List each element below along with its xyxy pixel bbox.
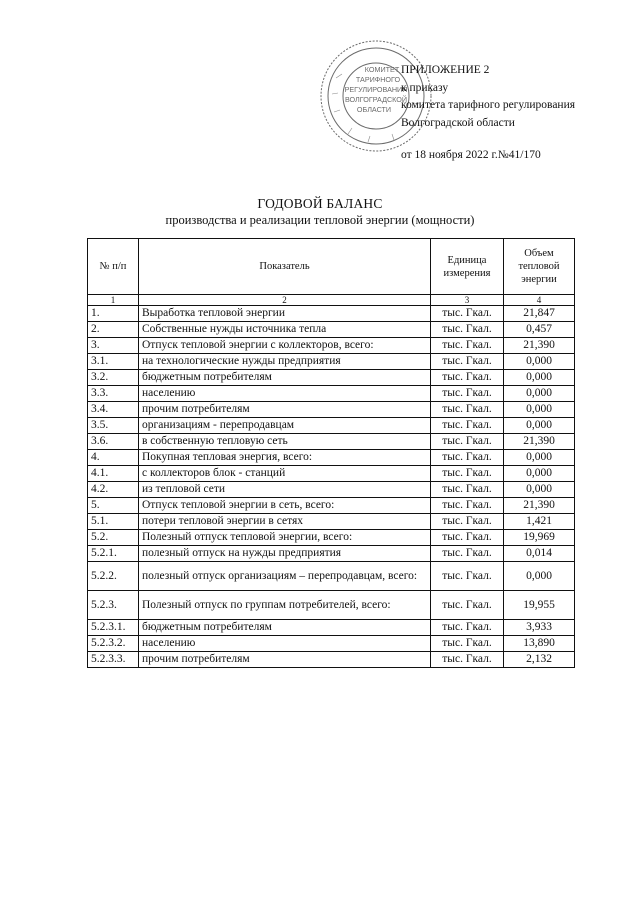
row-unit: тыс. Гкал. [431, 418, 504, 434]
table-row [88, 418, 575, 434]
row-indicator: Отпуск тепловой энергии с коллекторов, всего: [139, 338, 431, 354]
row-unit: тыс. Гкал. [431, 370, 504, 386]
row-unit: тыс. Гкал. [431, 620, 504, 636]
row-indicator: из тепловой сети [139, 482, 431, 498]
row-unit: тыс. Гкал. [431, 514, 504, 530]
row-unit: тыс. Гкал. [431, 354, 504, 370]
header-indicator: Показатель [139, 239, 431, 295]
table-row [88, 466, 575, 482]
table-row [88, 652, 575, 668]
row-unit: тыс. Гкал. [431, 546, 504, 562]
row-value: 21,390 [504, 434, 575, 450]
row-number: 5.2.2. [88, 562, 139, 591]
row-indicator: Собственные нужды источника тепла [139, 322, 431, 338]
header-value: Объем тепловой энергии [504, 239, 575, 295]
row-unit: тыс. Гкал. [431, 482, 504, 498]
row-number: 3. [88, 338, 139, 354]
table-row [88, 620, 575, 636]
appendix-committee: комитета тарифного регулирования [401, 99, 576, 111]
row-value: 0,014 [504, 546, 575, 562]
row-number: 5. [88, 498, 139, 514]
row-indicator: организациям - перепродавцам [139, 418, 431, 434]
colnum-3: 3 [431, 295, 504, 306]
row-indicator: прочим потребителям [139, 402, 431, 418]
row-unit: тыс. Гкал. [431, 322, 504, 338]
row-number: 3.1. [88, 354, 139, 370]
row-unit: тыс. Гкал. [431, 591, 504, 620]
table-row [88, 514, 575, 530]
row-unit: тыс. Гкал. [431, 434, 504, 450]
row-value: 0,000 [504, 418, 575, 434]
row-number: 1. [88, 306, 139, 322]
seal-line-5: ОБЛАСТИ [356, 105, 392, 114]
seal-line-4: ВОЛГОГРАДСКОЙ [344, 95, 408, 104]
table-row [88, 591, 575, 620]
table-row [88, 546, 575, 562]
row-value: 19,969 [504, 530, 575, 546]
row-unit: тыс. Гкал. [431, 652, 504, 668]
row-value: 0,000 [504, 402, 575, 418]
row-unit: тыс. Гкал. [431, 338, 504, 354]
header-unit: Единица измерения [431, 239, 504, 295]
row-number: 3.5. [88, 418, 139, 434]
row-value: 0,000 [504, 386, 575, 402]
header-num: № п/п [88, 239, 139, 295]
row-value: 21,847 [504, 306, 575, 322]
balance-table-body [88, 306, 575, 668]
row-unit: тыс. Гкал. [431, 530, 504, 546]
row-value: 0,000 [504, 562, 575, 591]
row-value: 21,390 [504, 338, 575, 354]
row-number: 4. [88, 450, 139, 466]
balance-table [87, 238, 575, 668]
seal-line-3: РЕГУЛИРОВАНИЯ [344, 85, 408, 94]
document-subtitle: производства и реализации тепловой энергии (мощности) [165, 213, 475, 227]
row-value: 0,000 [504, 450, 575, 466]
table-row [88, 322, 575, 338]
row-indicator: Выработка тепловой энергии [139, 306, 431, 322]
row-number: 5.1. [88, 514, 139, 530]
appendix-label: ПРИЛОЖЕНИЕ 2 [401, 64, 490, 76]
colnum-2: 2 [139, 295, 431, 306]
table-row [88, 482, 575, 498]
table-row [88, 434, 575, 450]
table-row [88, 386, 575, 402]
row-indicator: Полезный отпуск тепловой энергии, всего: [139, 530, 431, 546]
row-value: 1,421 [504, 514, 575, 530]
row-value: 0,000 [504, 482, 575, 498]
row-indicator: бюджетным потребителям [139, 620, 431, 636]
table-row [88, 354, 575, 370]
row-unit: тыс. Гкал. [431, 402, 504, 418]
seal-line-1: КОМИТЕТ [364, 65, 400, 74]
appendix-order-ref: к приказу [401, 81, 449, 94]
row-unit: тыс. Гкал. [431, 562, 504, 591]
row-value: 0,457 [504, 322, 575, 338]
row-number: 2. [88, 322, 139, 338]
row-unit: тыс. Гкал. [431, 466, 504, 482]
row-number: 3.4. [88, 402, 139, 418]
row-value: 3,933 [504, 620, 575, 636]
row-indicator: Полезный отпуск по группам потребителей, всего: [139, 591, 431, 620]
row-value: 0,000 [504, 466, 575, 482]
row-unit: тыс. Гкал. [431, 450, 504, 466]
row-unit: тыс. Гкал. [431, 498, 504, 514]
row-value: 19,955 [504, 591, 575, 620]
row-number: 5.2. [88, 530, 139, 546]
table-row [88, 450, 575, 466]
row-indicator: бюджетным потребителям [139, 370, 431, 386]
row-number: 5.2.3.3. [88, 652, 139, 668]
appendix-region: Волгоградской области [401, 116, 515, 129]
seal-line-2: ТАРИФНОГО [355, 75, 401, 84]
table-row [88, 530, 575, 546]
row-number: 5.2.3. [88, 591, 139, 620]
row-number: 5.2.3.2. [88, 636, 139, 652]
row-number: 5.2.3.1. [88, 620, 139, 636]
row-indicator: населению [139, 386, 431, 402]
row-number: 3.2. [88, 370, 139, 386]
row-value: 0,000 [504, 370, 575, 386]
row-value: 13,890 [504, 636, 575, 652]
row-indicator: полезный отпуск организациям – перепродавцам, всего: [139, 562, 431, 591]
row-number: 4.2. [88, 482, 139, 498]
row-number: 5.2.1. [88, 546, 139, 562]
row-indicator: прочим потребителям [139, 652, 431, 668]
row-indicator: Отпуск тепловой энергии в сеть, всего: [139, 498, 431, 514]
row-indicator: с коллекторов блок - станций [139, 466, 431, 482]
row-value: 21,390 [504, 498, 575, 514]
row-number: 3.6. [88, 434, 139, 450]
table-row [88, 562, 575, 591]
row-unit: тыс. Гкал. [431, 386, 504, 402]
row-indicator: населению [139, 636, 431, 652]
colnum-4: 4 [504, 295, 575, 306]
colnum-1: 1 [88, 295, 139, 306]
table-row [88, 402, 575, 418]
row-number: 3.3. [88, 386, 139, 402]
table-row [88, 338, 575, 354]
row-indicator: в собственную тепловую сеть [139, 434, 431, 450]
row-value: 2,132 [504, 652, 575, 668]
table-row [88, 306, 575, 322]
row-indicator: на технологические нужды предприятия [139, 354, 431, 370]
document-title: ГОДОВОЙ БАЛАНС [257, 196, 383, 211]
table-row [88, 498, 575, 514]
row-indicator: Покупная тепловая энергия, всего: [139, 450, 431, 466]
table-row [88, 370, 575, 386]
row-indicator: полезный отпуск на нужды предприятия [139, 546, 431, 562]
appendix-date: от 18 ноября 2022 г.№41/170 [401, 149, 541, 161]
row-number: 4.1. [88, 466, 139, 482]
appendix-header [401, 62, 575, 165]
row-indicator: потери тепловой энергии в сетях [139, 514, 431, 530]
row-unit: тыс. Гкал. [431, 636, 504, 652]
row-unit: тыс. Гкал. [431, 306, 504, 322]
row-value: 0,000 [504, 354, 575, 370]
table-row [88, 636, 575, 652]
